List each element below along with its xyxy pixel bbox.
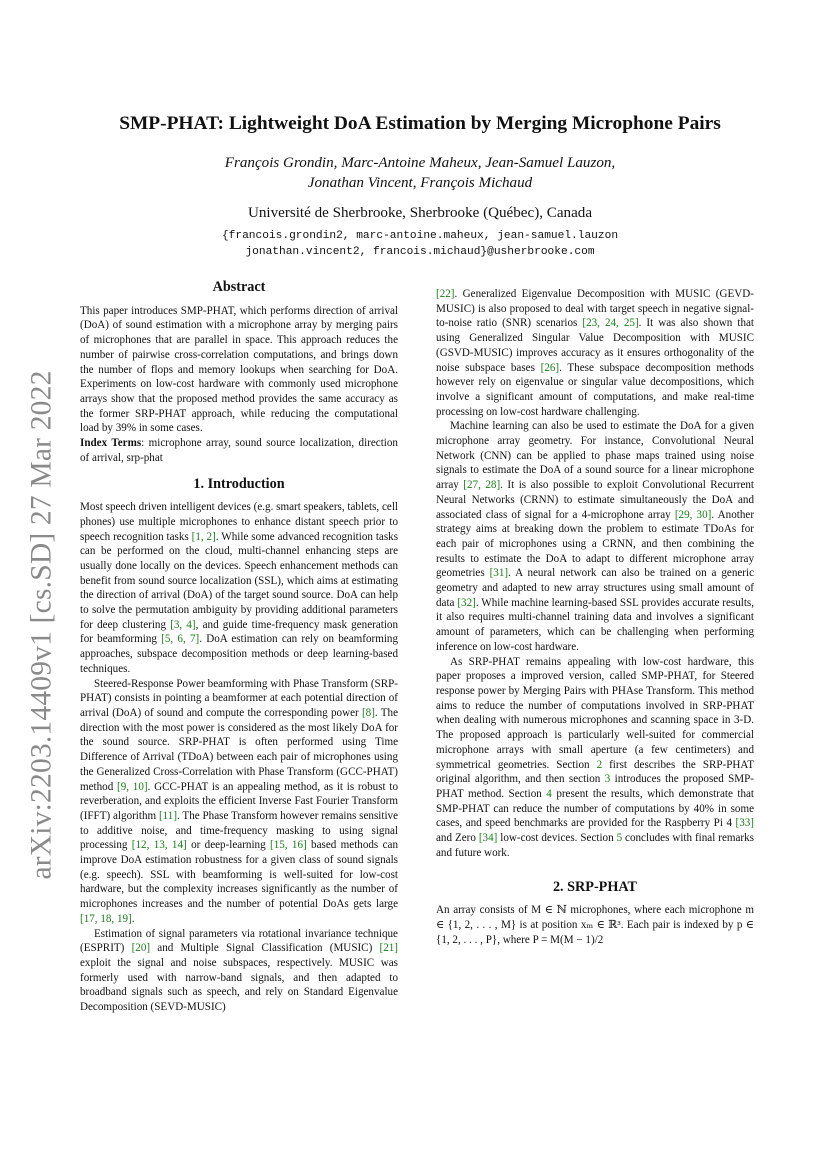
- index-terms-label: Index Terms: [80, 437, 142, 450]
- citation-link[interactable]: [21]: [379, 942, 398, 955]
- text-run: introduces the proposed SMP-PHAT method. Section: [436, 773, 754, 800]
- text-run: , and guide time-frequency mask generation for beamforming: [80, 618, 398, 646]
- text-run: and Zero: [436, 832, 479, 845]
- citation-link[interactable]: [20]: [131, 942, 151, 955]
- text-run: . Generalized Eigenvalue Decomposition with MUSIC (GEVD-MUSIC) is also proposed to deal with target speech in negative signal-to-noise ratio (SNR) scenarios: [436, 288, 754, 330]
- text-run: As SRP-PHAT remains appealing with low-cost hardware, this paper proposes a improved version, called SMP-PHAT, for Steered response power by Merging Pairs with PHAse Transform. This method aims to reduce the number of computations involved in SRP-PHAT when dealing with numerous microphones and scanning space in 3-D. The proposed approach is particularly well-suited for commercial microphone arrays with small aperture (a few centimeters) and symmetrical geometries. Section: [436, 655, 754, 771]
- intro-paragraph-3-cont: [436, 287, 754, 419]
- left-column: [80, 280, 398, 1015]
- text-run: Machine learning can also be used to estimate the DoA for a given microphone array geometry. For instance, Convolutional Neural Network (CNN) can be applied to phase maps trained using noise signals to estimate the DoA of a sound source for a linear microphone array: [436, 420, 754, 492]
- citation-link[interactable]: [12, 13, 14]: [131, 839, 187, 852]
- text-run: . A neural network can also be trained on a generic geometry and adapted to new array structures using small amount of data: [436, 567, 755, 609]
- abstract-text: This paper introduces SMP-PHAT, which performs direction of arrival (DoA) of sound estimation with a microphone array by merging pairs of microphones that are parallel in space. This approach reduces the number of pairwise cross-correlation computations, and brings down the number of flops and memory lookups when searching for DoA. Experiments on low-cost hardware with commonly used microphone arrays show that the proposed method provides the same accuracy as the former SRP-PHAT approach, while reducing the computational load by 39% in some cases.: [80, 304, 398, 435]
- citation-link[interactable]: [27, 28]: [463, 479, 501, 492]
- text-run: Estimation of signal parameters via rotational invariance technique (ESPRIT): [80, 927, 398, 955]
- author-emails: [70, 228, 770, 260]
- citation-link[interactable]: [33]: [735, 817, 754, 830]
- section-ref-link[interactable]: 2: [596, 758, 603, 771]
- intro-paragraph-5: [436, 655, 754, 861]
- text-run: concludes with final remarks and future work.: [436, 832, 754, 859]
- srp-paragraph-1: An array consists of M ∈ ℕ microphones, where each microphone m ∈ {1, 2, . . . , M} is at position xₘ ∈ ℝ³. Each pair is indexed by p ∈ {1, 2, . . . , P}, where P = M(M − 1)/2: [436, 904, 754, 946]
- intro-paragraph-3-start: [80, 927, 398, 1015]
- citation-link[interactable]: [23, 24, 25]: [582, 317, 639, 330]
- text-run: . It is also possible to exploit Convolutional Recurrent Neural Networks (CRNN) to estimate simultaneously the DoA and associated class of signal for a 4-microphone array: [436, 479, 755, 521]
- text-run: .: [131, 912, 135, 925]
- arxiv-id: arXiv:2203.14409v1 [cs.SD] 27 Mar 2022: [25, 370, 58, 880]
- text-run: and Multiple Signal Classification (MUSIC): [150, 942, 380, 955]
- text-run: present the results, which demonstrate that SMP-PHAT can reduce the number of computations by 40% in some cases, and speed benchmarks are provided for the Raspberry Pi 4: [436, 787, 754, 830]
- text-run: exploit the signal and noise subspaces, respectively. MUSIC was formerly used with narrow-band signals, and then adapted to broadband signals such as speech, and rely on Standard Eigenvalue Decomposition (SEVD-MUSIC): [80, 956, 398, 1014]
- citation-link[interactable]: [32]: [457, 596, 476, 609]
- citation-link[interactable]: [11]: [158, 809, 178, 822]
- authors-line-1: François Grondin, Marc-Antoine Maheux, Jean-Samuel Lauzon,: [224, 155, 616, 171]
- section-ref-link[interactable]: 4: [546, 787, 552, 800]
- section-ref-link[interactable]: 5: [616, 832, 623, 845]
- text-run: . The direction with the most power is considered as the most likely DoA for the sound source. SRP-PHAT is often performed using Time Difference of Arrival (TDoA) between each pair of microphones using the Generalized Cross-Correlation with Phase Transform (GCC-PHAT) method: [80, 706, 399, 793]
- text-run: . The Phase Transform however remains sensitive to additive noise, and time-frequency masking to using signal processing: [80, 809, 398, 852]
- citation-link[interactable]: [17, 18, 19]: [80, 912, 132, 925]
- text-run: . These subspace decomposition methods however rely on eigenvalue or singular value decompositions, which involve a significant amount of computations, and make real-time processing on low-cost hardware challenging.: [436, 361, 754, 418]
- text-run: based methods can improve DoA estimation robustness for a given class of sound signals (e.g. speech). SSL with beamforming is well-suited for low-cost hardware, but the complexity increases significantly as the number of microphones increases and the number of potential DoAs gets large: [80, 839, 398, 911]
- citation-link[interactable]: [5, 6, 7]: [161, 633, 200, 646]
- author-list: [70, 153, 770, 193]
- authors-line-2: Jonathan Vincent, François Michaud: [307, 175, 533, 191]
- index-terms-text: : microphone array, sound source localization, direction of arrival, srp-phat: [80, 437, 398, 464]
- intro-paragraph-2: [80, 677, 398, 927]
- intro-paragraph-4: [436, 419, 754, 654]
- text-run: . While machine learning-based SSL provides accurate results, it also requires multi-channel training data and involves a significant amount of parameters, which can be challenging when performing inference on low-cost hardware.: [436, 596, 754, 653]
- arxiv-sidebar: [22, 330, 62, 920]
- citation-link[interactable]: [34]: [478, 832, 498, 845]
- citation-link[interactable]: [22]: [436, 288, 455, 300]
- section-heading-introduction: 1. Introduction: [193, 476, 285, 493]
- text-run: . DoA estimation can rely on beamforming approaches, subspace decomposition methods or deep learning-based techniques.: [80, 633, 398, 675]
- paper-title: SMP-PHAT: Lightweight DoA Estimation by Merging Microphone Pairs: [119, 113, 721, 134]
- citation-link[interactable]: [29, 30]: [674, 508, 712, 521]
- citation-link[interactable]: [9, 10]: [117, 780, 148, 793]
- text-run: low-cost devices. Section: [497, 832, 617, 845]
- text-run: Most speech driven intelligent devices (e.g. smart speakers, tablets, cell phones) use multiple microphones to enhance distant speech prior to speech recognition tasks: [80, 501, 398, 543]
- citation-link[interactable]: [31]: [489, 567, 509, 580]
- text-run: Steered-Response Power beamforming with Phase Transform (SRP-PHAT) consists in pointing a beamformer at each potential direction of arrival (DoA) of sound and compute the corresponding power: [80, 677, 398, 719]
- text-run: . Another strategy aims at breaking down the problem to estimate TDoAs for each pair of microphones using a CRNN, and then combining the results to estimate the DoA to adapt to different microphone array geometries: [436, 508, 755, 580]
- text-run: first describes the SRP-PHAT original algorithm, and then section: [436, 758, 754, 786]
- affiliation: Université de Sherbrooke, Sherbrooke (Québec), Canada: [247, 205, 593, 221]
- right-column: [436, 287, 754, 947]
- section-ref-link[interactable]: 3: [604, 773, 611, 786]
- index-terms: [80, 436, 398, 465]
- abstract-heading: Abstract: [212, 279, 266, 295]
- text-run: . It was also shown that using Generalized Singular Value Decomposition with MUSIC (GSVD-MUSIC) improves accuracy as it ensures orthogonality of the noise subspace bases: [436, 317, 754, 374]
- emails-line-1: {francois.grondin2, marc-antoine.maheux, jean-samuel.lauzon: [221, 230, 619, 242]
- emails-line-2: jonathan.vincent2, francois.michaud}@usherbrooke.com: [245, 246, 595, 258]
- section-heading-srp-phat: 2. SRP-PHAT: [552, 879, 638, 896]
- text-run: . While some advanced recognition tasks can be performed on the cloud, multi-channel enhancing steps are usually done locally on the devices. Speech enhancement methods can benefit from sound source localization (SSL), which aims at estimating the direction of arrival (DoA) of the target sound source. DoA can help to solve the permutation ambiguity by providing additional parameters for deep clustering: [80, 530, 399, 631]
- citation-link[interactable]: [26]: [540, 361, 560, 374]
- intro-paragraph-1: [80, 500, 398, 676]
- citation-link[interactable]: [1, 2]: [191, 530, 216, 543]
- citation-link[interactable]: [3, 4]: [170, 618, 196, 631]
- citation-link[interactable]: [15, 16]: [270, 839, 307, 852]
- citation-link[interactable]: [8]: [361, 706, 375, 719]
- text-run: . GCC-PHAT is an appealing method, as it is robust to reverberation, and exploits the efficient Inverse Fast Fourier Transform (IFFT) algorithm: [80, 780, 398, 822]
- text-run: or deep-learning: [186, 839, 270, 852]
